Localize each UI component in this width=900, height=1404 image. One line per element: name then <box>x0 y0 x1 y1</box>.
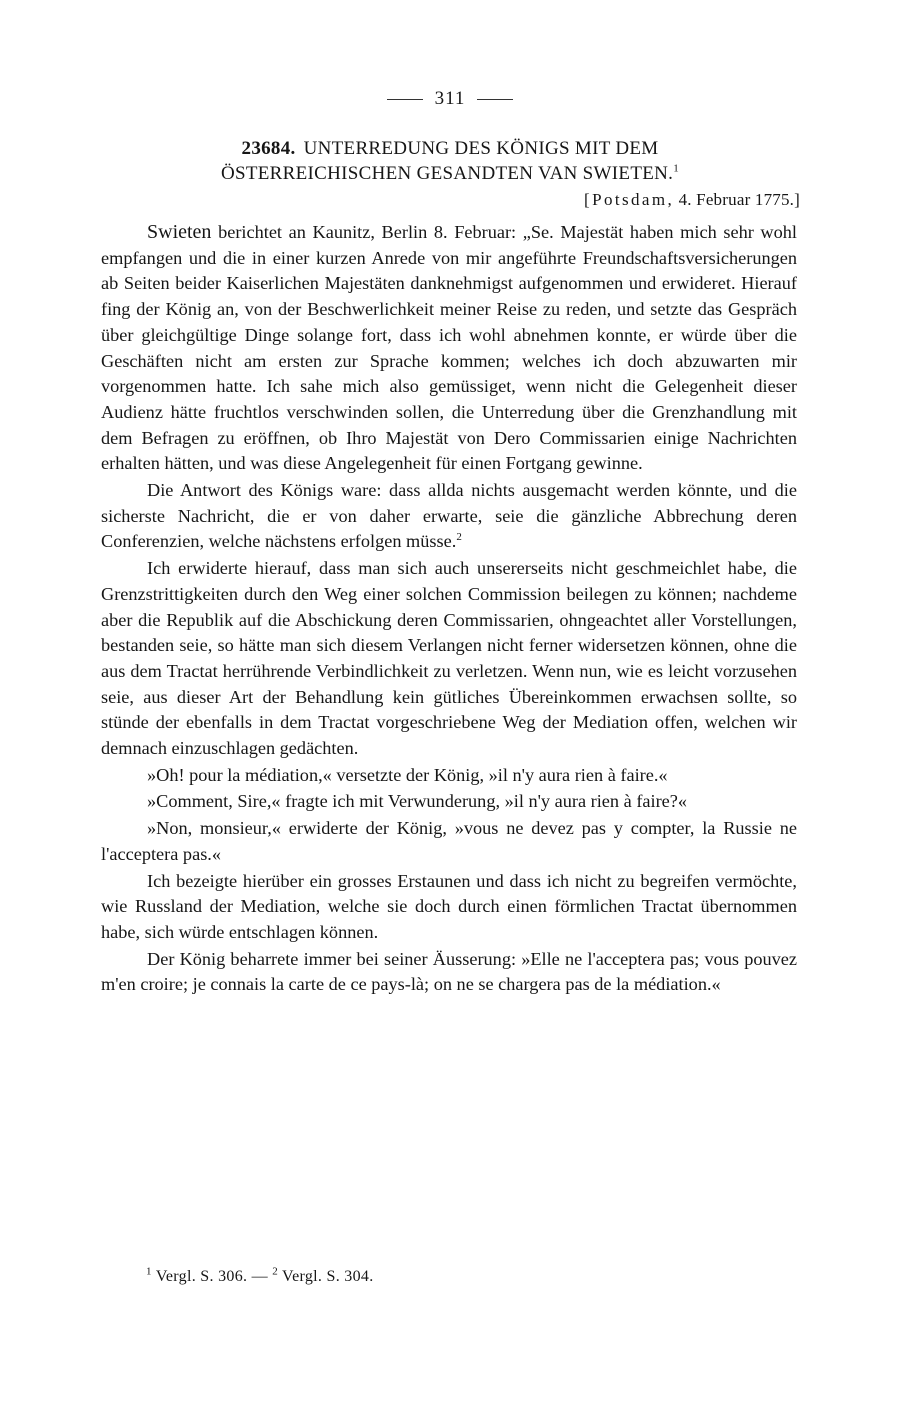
dateline-date: 4. Februar 1775.] <box>678 190 800 209</box>
title-line-1 <box>100 136 800 161</box>
footnote-ref-2: 2 <box>456 531 462 544</box>
paragraph-1 <box>101 220 797 477</box>
paragraph-3-text: Ich erwiderte hierauf, dass man sich auch unsererseits nicht geschmeichlet habe, die Grenzstrittigkeiten durch den Weg einer solchen Commission beilegen zu können; nachdeme aber die Republik auf die Abschickung deren Commissarien, ohngeachtet aller Vorstellungen, bestanden seie, so hätte man sich diesem Verlangen nicht ferner widersetzen können, ohne die aus dem Tractat herrührende Verbindlichkeit zu verletzen. Wenn nun, wie es leicht vorzusehen seie, aus dieser Art der Behandlung kein gütliches Übereinkommen erwachsen sollte, so stünde der ebenfalls in dem Tractat vorgeschriebene Weg der Mediation offen, welchen wir demnach einzuschlagen gedächten. <box>101 558 797 759</box>
footnote-ref-1: 1 <box>673 162 680 175</box>
paragraph-5-text: »Comment, Sire,« fragte ich mit Verwunderung, »il n'y aura rien à faire?« <box>147 791 688 812</box>
paragraph-6-text: »Non, monsieur,« erwiderte der König, »vous ne devez pas y compter, la Russie ne l'acceptera pas.« <box>101 818 797 864</box>
footnote-2-text: Vergl. S. 304. <box>282 1268 374 1285</box>
footnotes <box>146 1265 374 1286</box>
title-line-2 <box>100 161 800 186</box>
paragraph-7-text: Ich bezeigte hierüber ein grosses Erstaunen und dass ich nicht zu begreifen vermöchte, wie Russland der Mediation, welche sie doch durch einen förmlichen Tractat übernommen habe, sich würde entschlagen können. <box>101 870 797 942</box>
footnote-1-text: Vergl. S. 306. — <box>155 1268 268 1285</box>
paragraph-4 <box>101 763 797 789</box>
paragraph-3 <box>101 556 797 762</box>
header-rule-right <box>477 99 513 100</box>
header-rule-left <box>387 99 423 100</box>
page-header <box>0 88 900 110</box>
document-title <box>100 136 800 186</box>
paragraph-4-text: »Oh! pour la médiation,« versetzte der König, »il n'y aura rien à faire.« <box>147 764 668 785</box>
body-text <box>101 220 797 998</box>
paragraph-1-lead: Swieten <box>147 221 212 243</box>
dateline <box>584 190 800 210</box>
document-number: 23684. <box>241 138 296 159</box>
paragraph-1-text: berichtet an Kaunitz, Berlin 8. Februar: „Se. Majestät haben mich sehr wohl empfangen und die in einer kurzen Anrede von mir angeführte Freundschaftsversicherungen ab Seiten beider Kaiserlichen Majestäten danknehmigst aufgenommen und erwideret. Hierauf fing der König an, von der Beschwerlichkeit meiner Reise zu reden, und setzte das Gespräch über gleichgültige Dinge solange fort, dass ich wohl abnehmen konnte, er würde über die Geschäften nicht am ersten zur Sprache kommen; welches ich doch abzuwarten mir vorgenommen hatte. Ich sahe mich also gemüssiget, wenn nicht die Gelegenheit dieser Audienz hätte fruchtlos verschwinden sollen, die Unterredung über die Grenzhandlung mit dem Befragen zu eröffnen, ob Ihro Majestät von Dero Commissarien einige Nachrichten erhalten hätten, und was diese Angelegenheit für einen Fortgang gewinne. <box>101 222 797 474</box>
page-number: 311 <box>434 88 466 109</box>
dateline-place: [Potsdam, <box>584 190 675 209</box>
paragraph-6 <box>101 816 797 867</box>
footnote-2-mark: 2 <box>272 1265 279 1278</box>
paragraph-2-text: Die Antwort des Königs ware: dass allda nichts ausgemacht werden könnte, und die sicherste Nachricht, die er von daher erwarte, seie die gänzliche Abbrechung deren Conferenzien, welche nächstens erfolgen müsse. <box>101 480 797 552</box>
paragraph-5 <box>101 789 797 815</box>
paragraph-2 <box>101 478 797 555</box>
title-text-2: ÖSTERREICHISCHEN GESANDTEN VAN SWIETEN. <box>220 163 674 184</box>
paragraph-7 <box>101 869 797 946</box>
footnote-1-mark: 1 <box>146 1265 152 1278</box>
paragraph-8-text: Der König beharrete immer bei seiner Äusserung: »Elle ne l'acceptera pas; vous pouvez m'en croire; je connais la carte de ce pays-là; on ne se chargera pas de la médiation.« <box>101 948 797 995</box>
paragraph-8 <box>101 947 797 998</box>
title-text-1: UNTERREDUNG DES KÖNIGS MIT DEM <box>303 138 659 159</box>
